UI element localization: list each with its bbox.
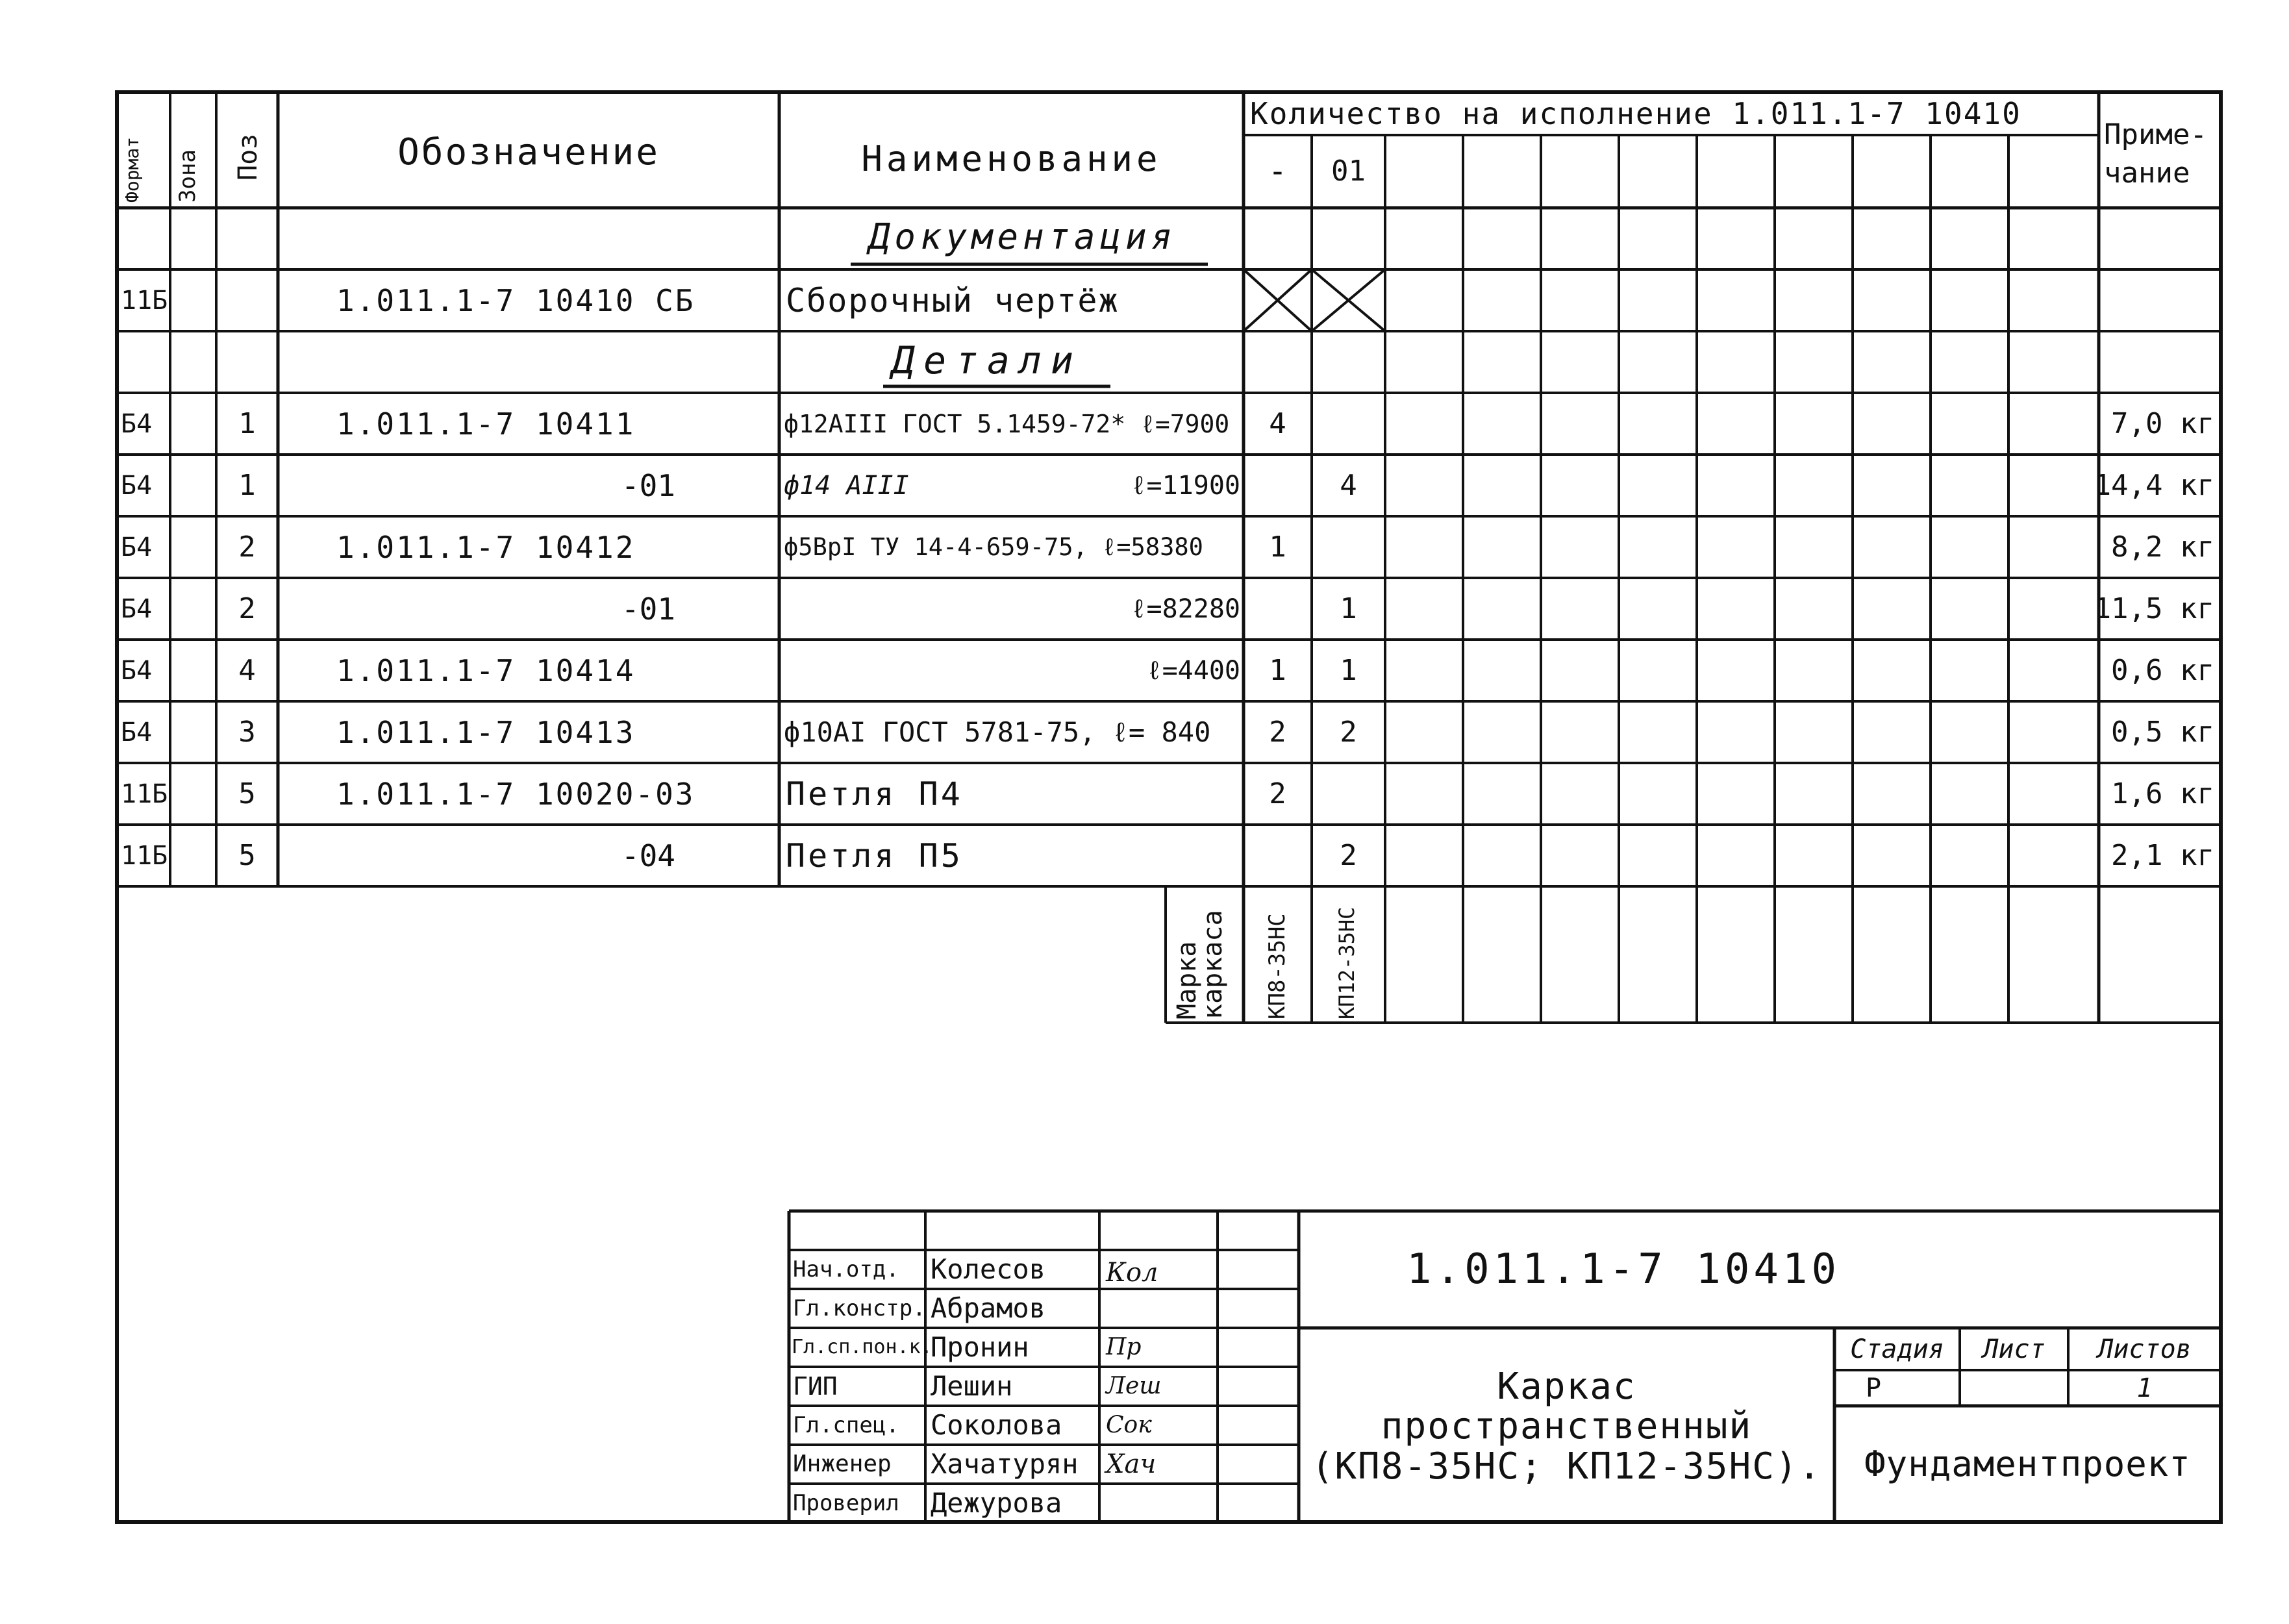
row-designation: 1.011.1-7 10410 СБ bbox=[336, 282, 695, 318]
row-pos: 1 bbox=[238, 406, 256, 440]
header-name: Наименование bbox=[861, 138, 1162, 179]
row-designation: 1.011.1-7 10414 bbox=[336, 653, 636, 688]
marka-label: Марка каркаса bbox=[1172, 910, 1228, 1019]
row-designation: -01 bbox=[621, 591, 675, 627]
marka-base: КП8-35НС bbox=[1264, 913, 1290, 1019]
row-format: 11Б bbox=[121, 840, 168, 871]
row-format: Б4 bbox=[121, 470, 153, 501]
staff-role: Нач.отд. bbox=[793, 1256, 899, 1282]
row-qty-01: 1 bbox=[1340, 592, 1357, 625]
sheets-value: 1 bbox=[2136, 1373, 2153, 1403]
row-qty-01: 1 bbox=[1340, 653, 1357, 687]
staff-name: Хачатурян bbox=[931, 1448, 1079, 1480]
row-note: 2,1 кг bbox=[2111, 838, 2214, 872]
row-designation: 1.011.1-7 10020-03 bbox=[336, 776, 695, 812]
row-name-right: ℓ=82280 bbox=[1131, 593, 1240, 624]
row-name-right: ℓ=4400 bbox=[1146, 655, 1240, 686]
section-parts: Детали bbox=[892, 338, 1082, 382]
row-pos: 2 bbox=[238, 592, 256, 625]
staff-signature: Сок bbox=[1106, 1412, 1152, 1438]
row-name: ф5ВрI ТУ 14-4-659-75, ℓ=58380 bbox=[784, 533, 1203, 561]
stage-label: Стадия bbox=[1850, 1334, 1944, 1364]
row-format: Б4 bbox=[121, 717, 153, 747]
staff-signature: Пр bbox=[1106, 1334, 1142, 1360]
staff-name: Абрамов bbox=[931, 1292, 1046, 1324]
header-note: Приме- чание bbox=[2104, 118, 2207, 190]
document-code: 1.011.1-7 10410 bbox=[1407, 1245, 1840, 1293]
row-qty-01: 4 bbox=[1340, 468, 1357, 502]
row-qty-base: 1 bbox=[1269, 653, 1286, 687]
row-name: ф14 АIII bbox=[784, 470, 909, 501]
row-note: 11,5 кг bbox=[2094, 592, 2214, 625]
row-designation: -01 bbox=[621, 468, 675, 503]
row-pos: 2 bbox=[238, 530, 256, 564]
row-qty-base: 1 bbox=[1269, 530, 1286, 564]
staff-role: Гл.сп.пон.к. bbox=[792, 1336, 932, 1358]
row-format: 11Б bbox=[121, 285, 168, 316]
row-note: 7,0 кг bbox=[2111, 406, 2214, 440]
header-zone: Зона bbox=[175, 149, 201, 203]
staff-name: Дежурова bbox=[931, 1486, 1062, 1519]
row-note: 8,2 кг bbox=[2111, 530, 2214, 564]
row-name: Петля П4 bbox=[786, 775, 963, 813]
header-pos: Поз bbox=[233, 133, 263, 181]
staff-role: Гл.спец. bbox=[793, 1412, 899, 1438]
staff-name: Лешин bbox=[931, 1370, 1013, 1402]
row-note: 0,6 кг bbox=[2111, 653, 2214, 687]
row-pos: 1 bbox=[238, 468, 256, 502]
row-name: ф12АIII ГОСТ 5.1459-72* ℓ=7900 bbox=[784, 409, 1230, 438]
header-qty-title: Количество на исполнение 1.011.1-7 10410 bbox=[1250, 96, 2021, 131]
row-note: 1,6 кг bbox=[2111, 777, 2214, 810]
header-designation: Обозначение bbox=[397, 131, 660, 173]
row-note: 14,4 кг bbox=[2094, 468, 2214, 502]
row-qty-01: 2 bbox=[1340, 715, 1357, 749]
row-format: Б4 bbox=[121, 408, 153, 439]
header-variant-01: 01 bbox=[1331, 155, 1366, 188]
row-format: 11Б bbox=[121, 779, 168, 809]
staff-signature: Хач bbox=[1106, 1449, 1157, 1479]
row-designation: 1.011.1-7 10411 bbox=[336, 406, 636, 442]
row-name: Петля П5 bbox=[786, 836, 963, 875]
header-format: Формат bbox=[121, 136, 143, 203]
row-pos: 3 bbox=[238, 715, 256, 749]
sheets-label: Листов bbox=[2097, 1334, 2192, 1364]
staff-name: Колесов bbox=[931, 1253, 1046, 1285]
row-designation: 1.011.1-7 10413 bbox=[336, 714, 636, 750]
row-pos: 5 bbox=[238, 838, 256, 872]
row-qty-base: 2 bbox=[1269, 777, 1286, 810]
staff-role: Гл.констр. bbox=[793, 1295, 926, 1321]
sheet-value bbox=[1960, 1370, 2068, 1406]
section-documentation: Документация bbox=[868, 216, 1177, 257]
organization: Фундаментпроект bbox=[1864, 1443, 2191, 1484]
row-name: ф10АI ГОСТ 5781-75, ℓ= 840 bbox=[784, 716, 1211, 748]
row-format: Б4 bbox=[121, 593, 153, 624]
row-qty-01: 2 bbox=[1340, 838, 1357, 872]
row-qty-base: 2 bbox=[1269, 715, 1286, 749]
row-designation: -04 bbox=[621, 838, 675, 873]
staff-name: Пронин bbox=[931, 1331, 1029, 1363]
row-name: Сборочный чертёж bbox=[786, 281, 1119, 319]
staff-role: Проверил bbox=[793, 1490, 899, 1516]
stage-value: Р bbox=[1865, 1373, 1882, 1403]
staff-role: ГИП bbox=[793, 1372, 838, 1401]
row-pos: 5 bbox=[238, 777, 256, 810]
header-variant-base: - bbox=[1268, 153, 1287, 190]
row-pos: 4 bbox=[238, 653, 256, 687]
row-qty-base: 4 bbox=[1269, 406, 1286, 440]
row-designation: 1.011.1-7 10412 bbox=[336, 529, 636, 565]
row-format: Б4 bbox=[121, 532, 153, 562]
row-name-right: ℓ=11900 bbox=[1131, 470, 1240, 501]
staff-name: Соколова bbox=[931, 1409, 1062, 1441]
staff-role: Инженер bbox=[793, 1451, 892, 1477]
staff-signature: Кол bbox=[1106, 1258, 1158, 1288]
row-note: 0,5 кг bbox=[2111, 715, 2214, 749]
staff-signature: Леш bbox=[1106, 1373, 1162, 1399]
drawing-title: Каркас пространственный (КП8-35НС; КП12-35НС). bbox=[1311, 1365, 1822, 1488]
marka-01: КП12-35НС bbox=[1334, 906, 1359, 1019]
row-format: Б4 bbox=[121, 655, 153, 686]
sheet-label: Лист bbox=[1983, 1334, 2045, 1364]
